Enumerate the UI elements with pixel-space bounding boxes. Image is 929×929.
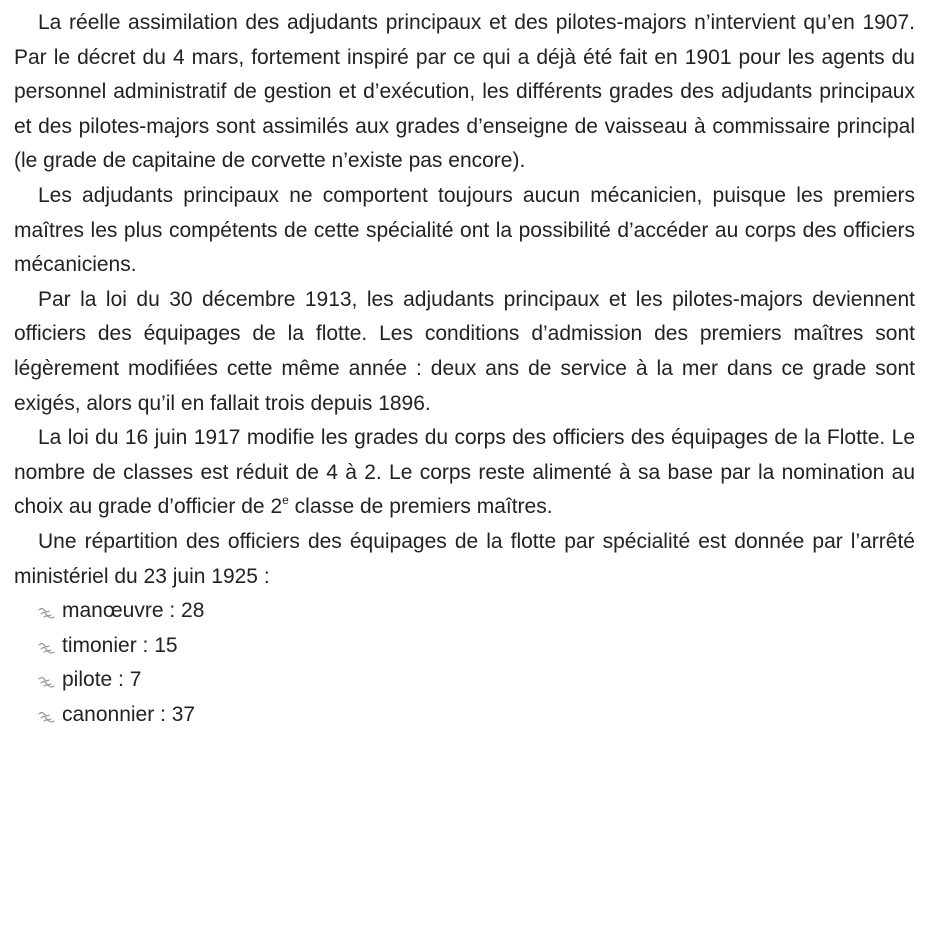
- paragraph-law-1913: Par la loi du 30 décembre 1913, les adjudants principaux et les pilotes-majors deviennent officiers des équipages de la flotte. Les conditions d’admission des premiers maîtres sont légèrement modifiées cette même année : deux ans de service à la mer dans ce grade sont exigés, alors qu’il en fallait trois depuis 1896.: [14, 287, 915, 415]
- document-page: [14, 6, 915, 732]
- list-item: [14, 629, 915, 664]
- wave-bullet-icon: [38, 709, 56, 723]
- wave-bullet-icon: [38, 605, 56, 619]
- list-item-label: timonier : 15: [62, 633, 178, 657]
- list-item: [14, 663, 915, 698]
- list-item-label: canonnier : 37: [62, 702, 196, 726]
- specialty-list: [14, 594, 915, 732]
- wave-bullet-icon: [38, 640, 56, 654]
- wave-bullet-icon: [38, 674, 56, 688]
- list-item-label: pilote : 7: [62, 668, 142, 692]
- ordinal-superscript: e: [282, 493, 289, 508]
- paragraph-law-1917-text-before: La loi du 16 juin 1917 modifie les grades du corps des officiers des équipages de la Flotte. Le nombre de classes est réduit de 4 à 2. Le corps reste alimenté à sa base par la nomination au choix au grade d’officier de 2: [14, 426, 915, 519]
- list-item-label: manœuvre : 28: [62, 599, 205, 623]
- paragraph-law-1917: [14, 421, 915, 525]
- paragraph-repartition-1925: Une répartition des officiers des équipages de la flotte par spécialité est donnée par l’arrêté ministériel du 23 juin 1925 :: [14, 529, 915, 588]
- paragraph-law-1917-text-after: classe de premiers maîtres.: [288, 495, 553, 519]
- list-item: [14, 594, 915, 629]
- paragraph-mechanics: Les adjudants principaux ne comportent toujours aucun mécanicien, puisque les premiers maîtres les plus compétents de cette spécialité ont la possibilité d’accéder au corps des officiers mécaniciens.: [14, 183, 915, 277]
- list-item: [14, 698, 915, 733]
- paragraph-assimilation-1907: La réelle assimilation des adjudants principaux et des pilotes-majors n’intervient qu’en 1907. Par le décret du 4 mars, fortement inspiré par ce qui a déjà été fait en 1901 pour les agents du personnel administratif de gestion et d’exécution, les différents grades des adjudants principaux et des pilotes-majors sont assimilés aux grades d’enseigne de vaisseau à commissaire principal (le grade de capitaine de corvette n’existe pas encore).: [14, 11, 915, 173]
